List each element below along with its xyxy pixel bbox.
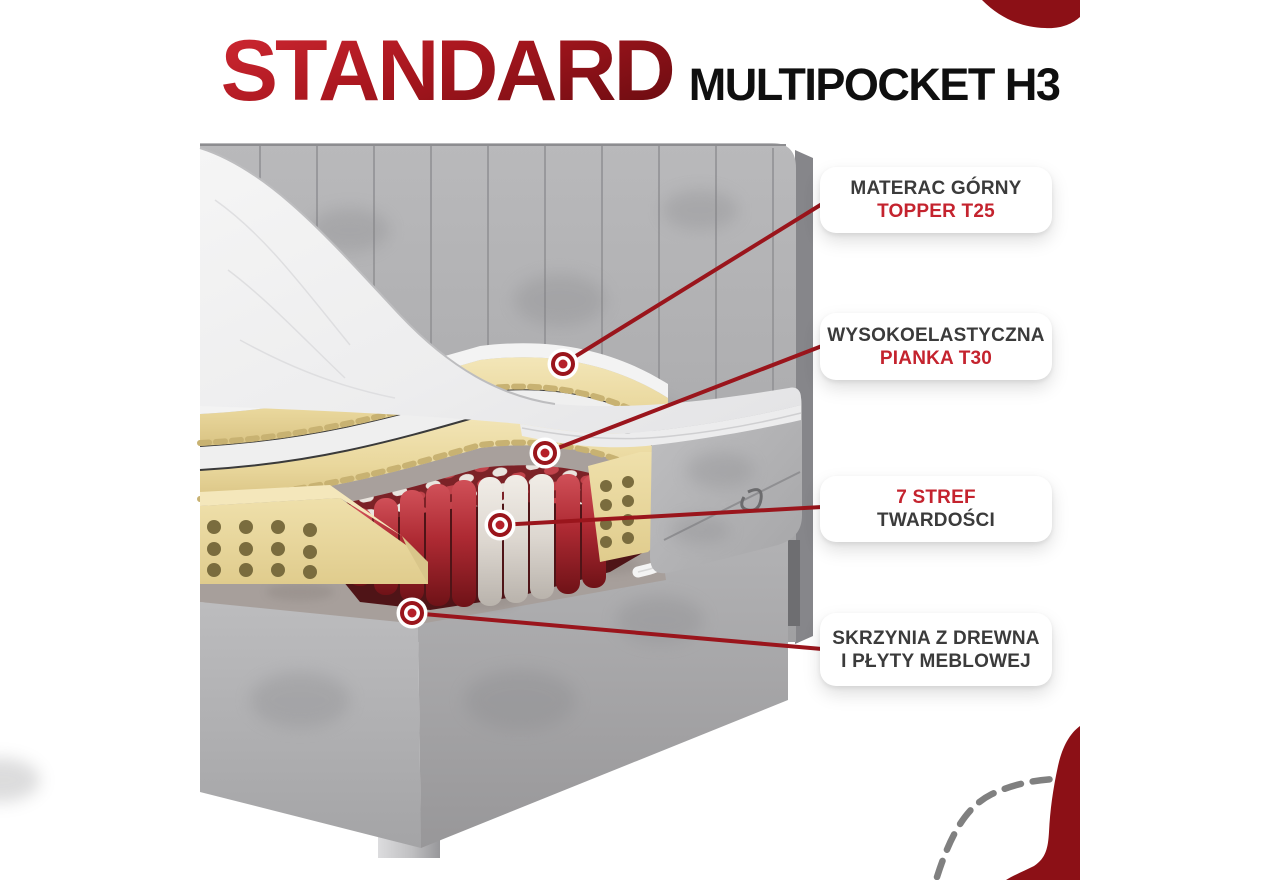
dashed-curve-icon — [937, 779, 1056, 877]
callout-line: TOPPER T25 — [877, 201, 995, 222]
callout-label-topper — [820, 167, 1052, 233]
title-main: STANDARD — [220, 23, 673, 119]
corner-blob-icon — [1006, 726, 1080, 880]
callout-line: SKRZYNIA Z DREWNA — [832, 627, 1040, 649]
callout-line: PIANKA T30 — [879, 347, 993, 369]
callout-label-foam — [820, 313, 1052, 380]
callout-marker-icon — [530, 438, 561, 469]
callout-marker-icon — [397, 598, 428, 629]
corner-blob-icon — [982, 0, 1080, 28]
callout-marker-icon — [548, 349, 579, 380]
callout-line: WYSOKOELASTYCZNA — [827, 324, 1045, 346]
page-title — [200, 23, 1080, 119]
callout-line: 7 STREF — [896, 487, 976, 508]
callout-marker-icon — [485, 510, 516, 541]
title-sub: MULTIPOCKET H3 — [688, 59, 1060, 110]
callout-label-box — [820, 613, 1052, 686]
callout-line: MATERAC GÓRNY — [850, 178, 1022, 199]
foam-encasement — [588, 452, 660, 562]
callout-line: I PŁYTY MEBLOWEJ — [841, 650, 1031, 672]
callout-line: TWARDOŚCI — [877, 510, 995, 531]
callout-label-zones — [820, 476, 1052, 542]
